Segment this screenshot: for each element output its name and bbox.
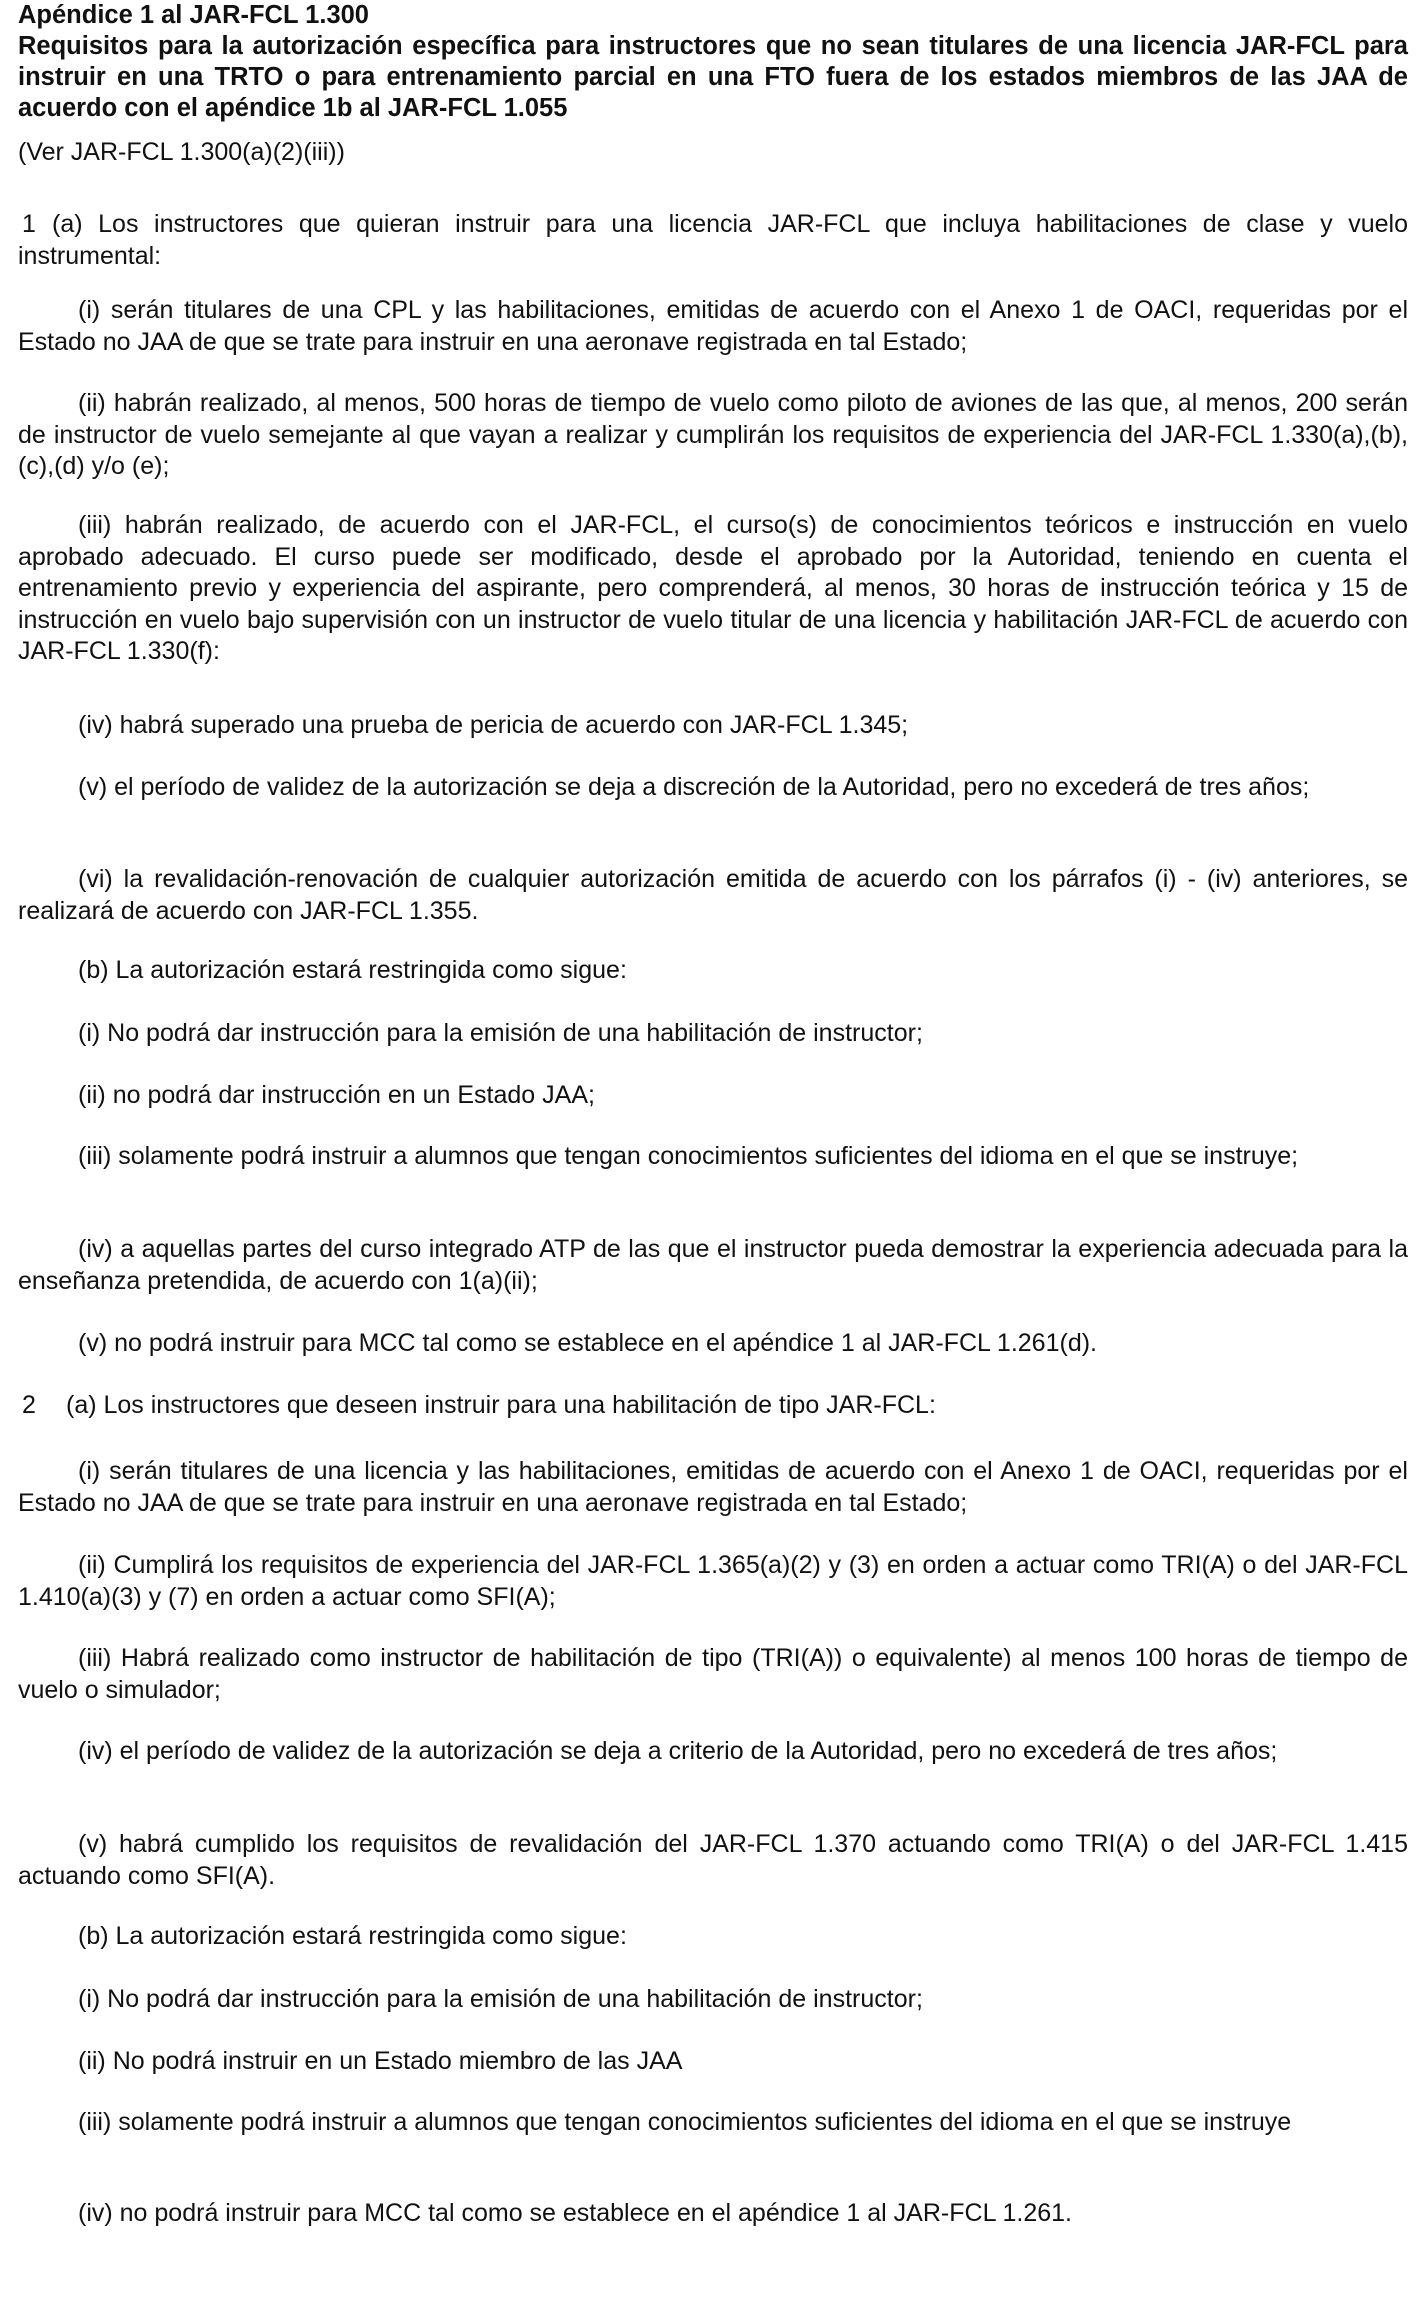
section-number: 2 [22, 1391, 36, 1419]
section2-a-item: (iv) el período de validez de la autorización se deja a criterio de la Autoridad, pero no excederá de tres años; [78, 1737, 1278, 1765]
section1-b-item: (v) no podrá instruir para MCC tal como se establece en el apéndice 1 al JAR-FCL 1.261(d). [78, 1329, 1097, 1357]
section1-a-item: (vi) la revalidación-renovación de cualquier autorización emitida de acuerdo con los párrafos (i) - (iv) anteriores, se realizará de acuerdo con JAR-FCL 1.355. [18, 865, 1408, 925]
section2-b-intro: (b) La autorización estará restringida como sigue: [78, 1922, 627, 1950]
section2-a-item: (iii) Habrá realizado como instructor de habilitación de tipo (TRI(A)) o equivalente) al menos 100 horas de tiempo de vuelo o simulador; [18, 1644, 1408, 1704]
section1-b-item: (iii) solamente podrá instruir a alumnos que tengan conocimientos suficientes del idioma en el que se instruye; [78, 1142, 1299, 1170]
section1-b-item: (iv) a aquellas partes del curso integrado ATP de las que el instructor pueda demostrar la experiencia adecuada para la enseñanza pretendida, de acuerdo con 1(a)(ii); [18, 1235, 1408, 1295]
section1-a-item: (v) el período de validez de la autorización se deja a discreción de la Autoridad, pero no excederá de tres años; [78, 773, 1310, 801]
section1-a-item: (iii) habrán realizado, de acuerdo con el JAR-FCL, el curso(s) de conocimientos teóricos e instrucción en vuelo aprobado adecuado. El curso puede ser modificado, desde el aprobado por la Autoridad, teniendo en cuenta el entrenamiento previo y experiencia del aspirante, pero comprenderá, al menos, 30 horas de instrucción teórica y 15 de instrucción en vuelo bajo supervisión con un instructor de vuelo titular de una licencia y habilitación JAR-FCL de acuerdo con JAR-FCL 1.330(f): [18, 511, 1408, 665]
section2-b-item: (iv) no podrá instruir para MCC tal como se establece en el apéndice 1 al JAR-FCL 1.261. [78, 2199, 1072, 2227]
section2-a-item: (ii) Cumplirá los requisitos de experiencia del JAR-FCL 1.365(a)(2) y (3) en orden a actuar como TRI(A) o del JAR-FCL 1.410(a)(3) y (7) en orden a actuar como SFI(A); [18, 1551, 1408, 1611]
section1-a-intro: (a) Los instructores que quieran instruir para una licencia JAR-FCL que incluya habilitaciones de clase y vuelo instrumental: [18, 210, 1408, 270]
section2-b-item: (iii) solamente podrá instruir a alumnos que tengan conocimientos suficientes del idioma en el que se instruye [78, 2108, 1292, 2136]
heading-block [18, 0, 1408, 124]
section2-b-item: (i) No podrá dar instrucción para la emisión de una habilitación de instructor; [78, 1985, 923, 2013]
document-title: Apéndice 1 al JAR-FCL 1.300 [18, 1, 369, 29]
section1-a-item: (iv) habrá superado una prueba de pericia de acuerdo con JAR-FCL 1.345; [78, 711, 909, 739]
section1-b-item: (i) No podrá dar instrucción para la emisión de una habilitación de instructor; [78, 1019, 923, 1047]
reference-note: (Ver JAR-FCL 1.300(a)(2)(iii)) [18, 138, 345, 166]
section2-a-intro: (a) Los instructores que deseen instruir para una habilitación de tipo JAR-FCL: [66, 1391, 936, 1419]
section-number: 1 [22, 210, 36, 238]
section1-b-item: (ii) no podrá dar instrucción en un Estado JAA; [78, 1081, 595, 1109]
section1-a-item: (ii) habrán realizado, al menos, 500 horas de tiempo de vuelo como piloto de aviones de las que, al menos, 200 serán de instructor de vuelo semejante al que vayan a realizar y cumplirán los requisitos de experiencia del JAR-FCL 1.330(a),(b),(c),(d) y/o (e); [18, 389, 1408, 480]
section1-b-intro: (b) La autorización estará restringida como sigue: [78, 956, 627, 984]
section2-a-item: (i) serán titulares de una licencia y las habilitaciones, emitidas de acuerdo con el Anexo 1 de OACI, requeridas por el Estado no JAA de que se trate para instruir en una aeronave registrada en tal Estado; [18, 1457, 1408, 1517]
section2-a-item: (v) habrá cumplido los requisitos de revalidación del JAR-FCL 1.370 actuando como TRI(A) o del JAR-FCL 1.415 actuando como SFI(A). [18, 1830, 1408, 1890]
section2-b-item: (ii) No podrá instruir en un Estado miembro de las JAA [78, 2047, 683, 2075]
document-subtitle: Requisitos para la autorización específica para instructores que no sean titulares de una licencia JAR-FCL para instruir en una TRTO o para entrenamiento parcial en una FTO fuera de los estados miembros de las JAA de acuerdo con el apéndice 1b al JAR-FCL 1.055 [18, 32, 1408, 122]
section1-a-item: (i) serán titulares de una CPL y las habilitaciones, emitidas de acuerdo con el Anexo 1 de OACI, requeridas por el Estado no JAA de que se trate para instruir en una aeronave registrada en tal Estado; [18, 296, 1408, 356]
